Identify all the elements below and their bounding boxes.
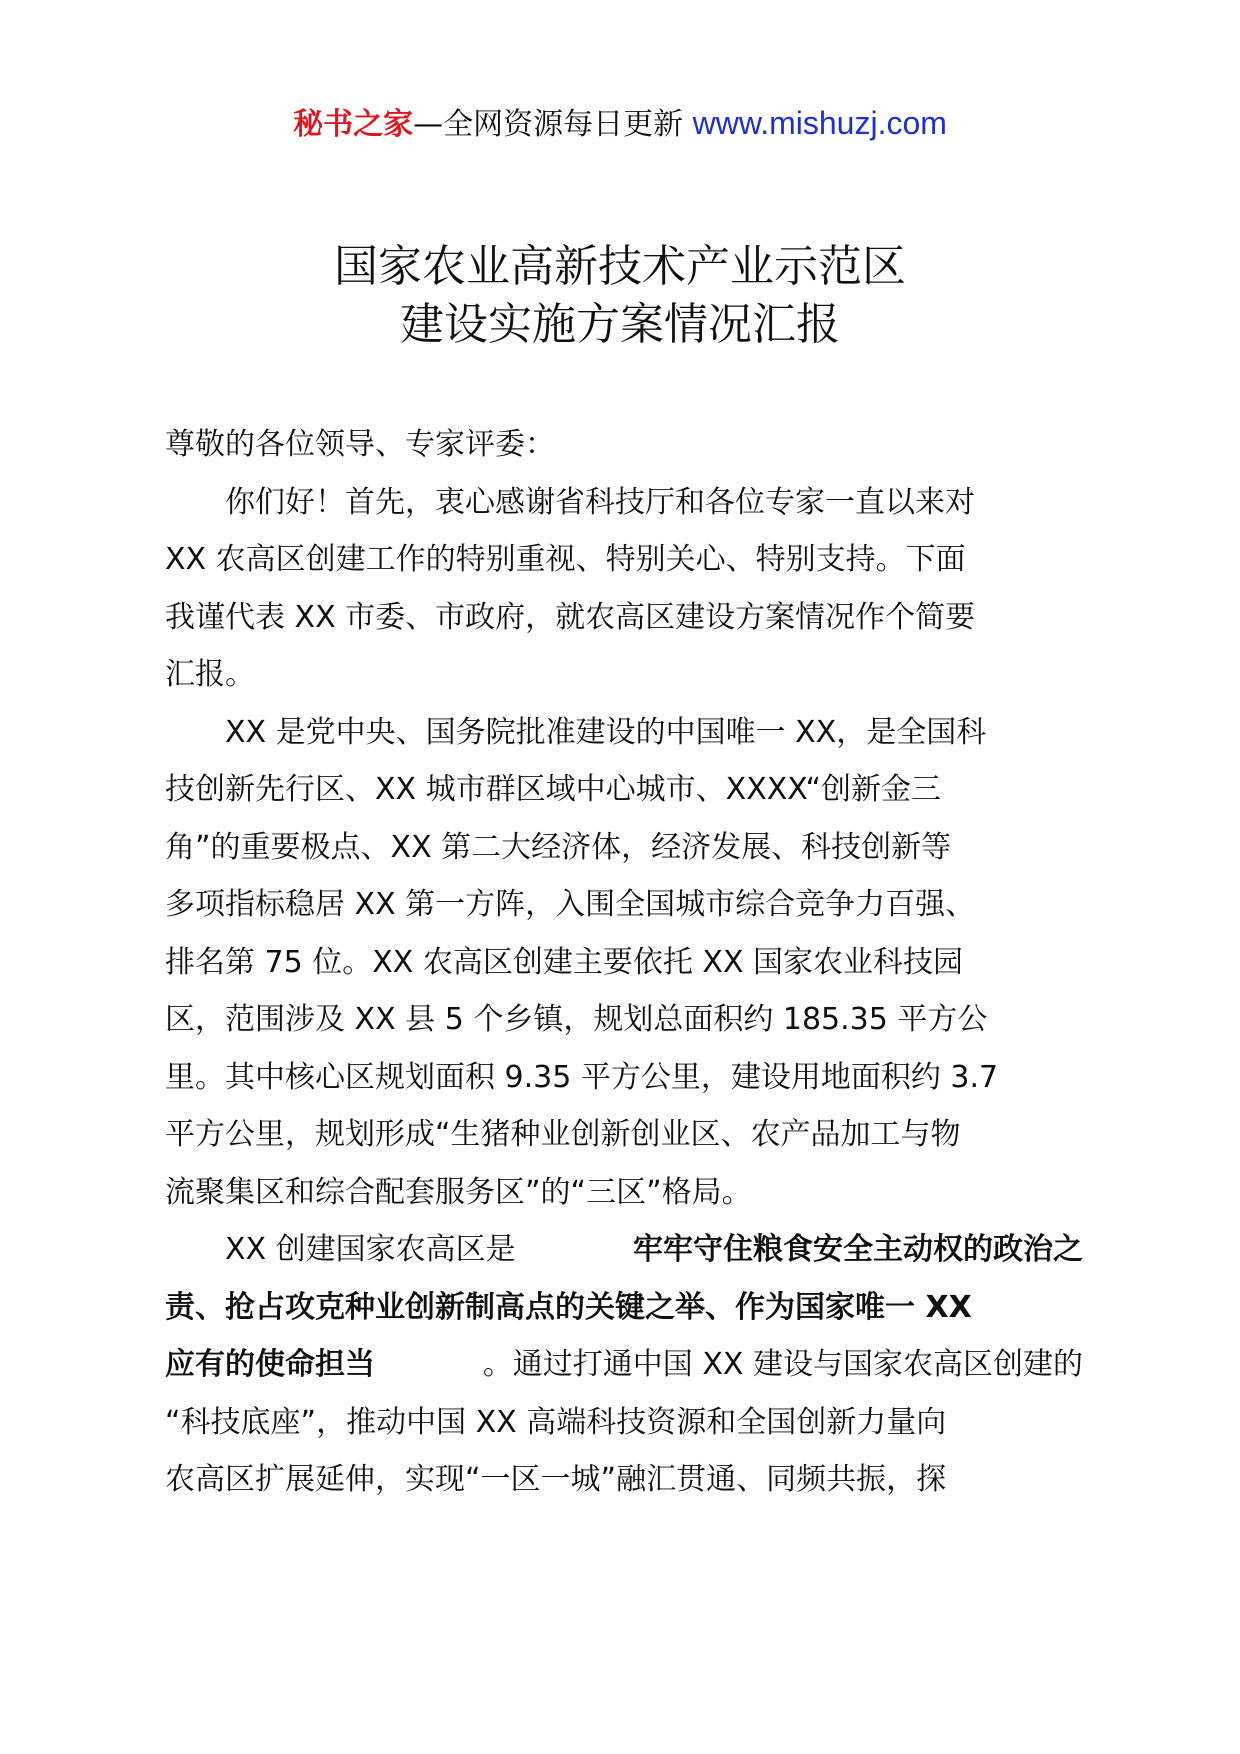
site-url-link[interactable]: www.mishuzj.com [692, 105, 947, 141]
text-normal: XX 创建国家农高区是 [225, 1232, 516, 1267]
paragraph-line-emphasis: 责、抢占攻克种业创新制高点的关键之举、作为国家唯一 XX [165, 1289, 972, 1325]
paragraph-line: 你们好！首先，衷心感谢省科技厅和各位专家一直以来对 [225, 484, 975, 520]
text-normal: 。通过打通中国 XX 建设与国家农高区创建的 [482, 1347, 1083, 1382]
paragraph-line: 平方公里，规划形成“生猪种业创新创业区、农产品加工与物 [165, 1117, 961, 1152]
paragraph-line: XX 是党中央、国务院批准建设的中国唯一 XX，是全国科 [225, 714, 987, 750]
paragraph-line: “科技底座”，推动中国 XX 高端科技资源和全国创新力量向 [165, 1404, 947, 1440]
text-emphasis: 牢牢守住粮食安全主动权的政治之 [633, 1232, 1083, 1267]
paragraph-line: XX 农高区创建工作的特别重视、特别关心、特别支持。下面 [165, 542, 966, 577]
paragraph-significance [165, 1221, 1083, 1509]
paragraph-line: 区，范围涉及 XX 县 5 个乡镇，规划总面积约 185.35 平方公 [165, 1002, 988, 1037]
paragraph-line: 技创新先行区、XX 城市群区域中心城市、XXXX“创新金三 [165, 772, 942, 807]
paragraph-line: 角”的重要极点、XX 第二大经济体，经济发展、科技创新等 [165, 829, 952, 865]
document-title [0, 238, 1240, 354]
paragraph-line [165, 1221, 1083, 1279]
paragraph-overview [165, 704, 1083, 1222]
brand-name: 秘书之家 [293, 107, 414, 142]
paragraph-line [165, 1336, 1083, 1394]
salutation: 尊敬的各位领导、专家评委： [165, 427, 555, 462]
paragraph-line: 里。其中核心区规划面积 9.35 平方公里，建设用地面积约 3.7 [165, 1059, 999, 1095]
header-tagline: —全网资源每日更新 [413, 107, 684, 142]
site-header [0, 98, 1240, 150]
paragraph-line: 农高区扩展延伸，实现“一区一城”融汇贯通、同频共振，探 [165, 1462, 947, 1497]
text-emphasis: 应有的使命担当 [165, 1347, 375, 1382]
document-body [165, 416, 1083, 1509]
paragraph-line: 流聚集区和综合配套服务区”的“三区”格局。 [165, 1174, 752, 1210]
paragraph-line: 多项指标稳居 XX 第一方阵，入围全国城市综合竞争力百强、 [165, 887, 976, 922]
paragraph-greeting [165, 474, 1083, 704]
title-line-2: 建设实施方案情况汇报 [400, 299, 840, 350]
paragraph-line: 排名第 75 位。XX 农高区创建主要依托 XX 国家农业科技园 [165, 944, 964, 980]
title-line-1: 国家农业高新技术产业示范区 [334, 241, 906, 292]
paragraph-line: 汇报。 [165, 657, 255, 692]
paragraph-line: 我谨代表 XX 市委、市政府，就农高区建设方案情况作个简要 [165, 599, 976, 635]
